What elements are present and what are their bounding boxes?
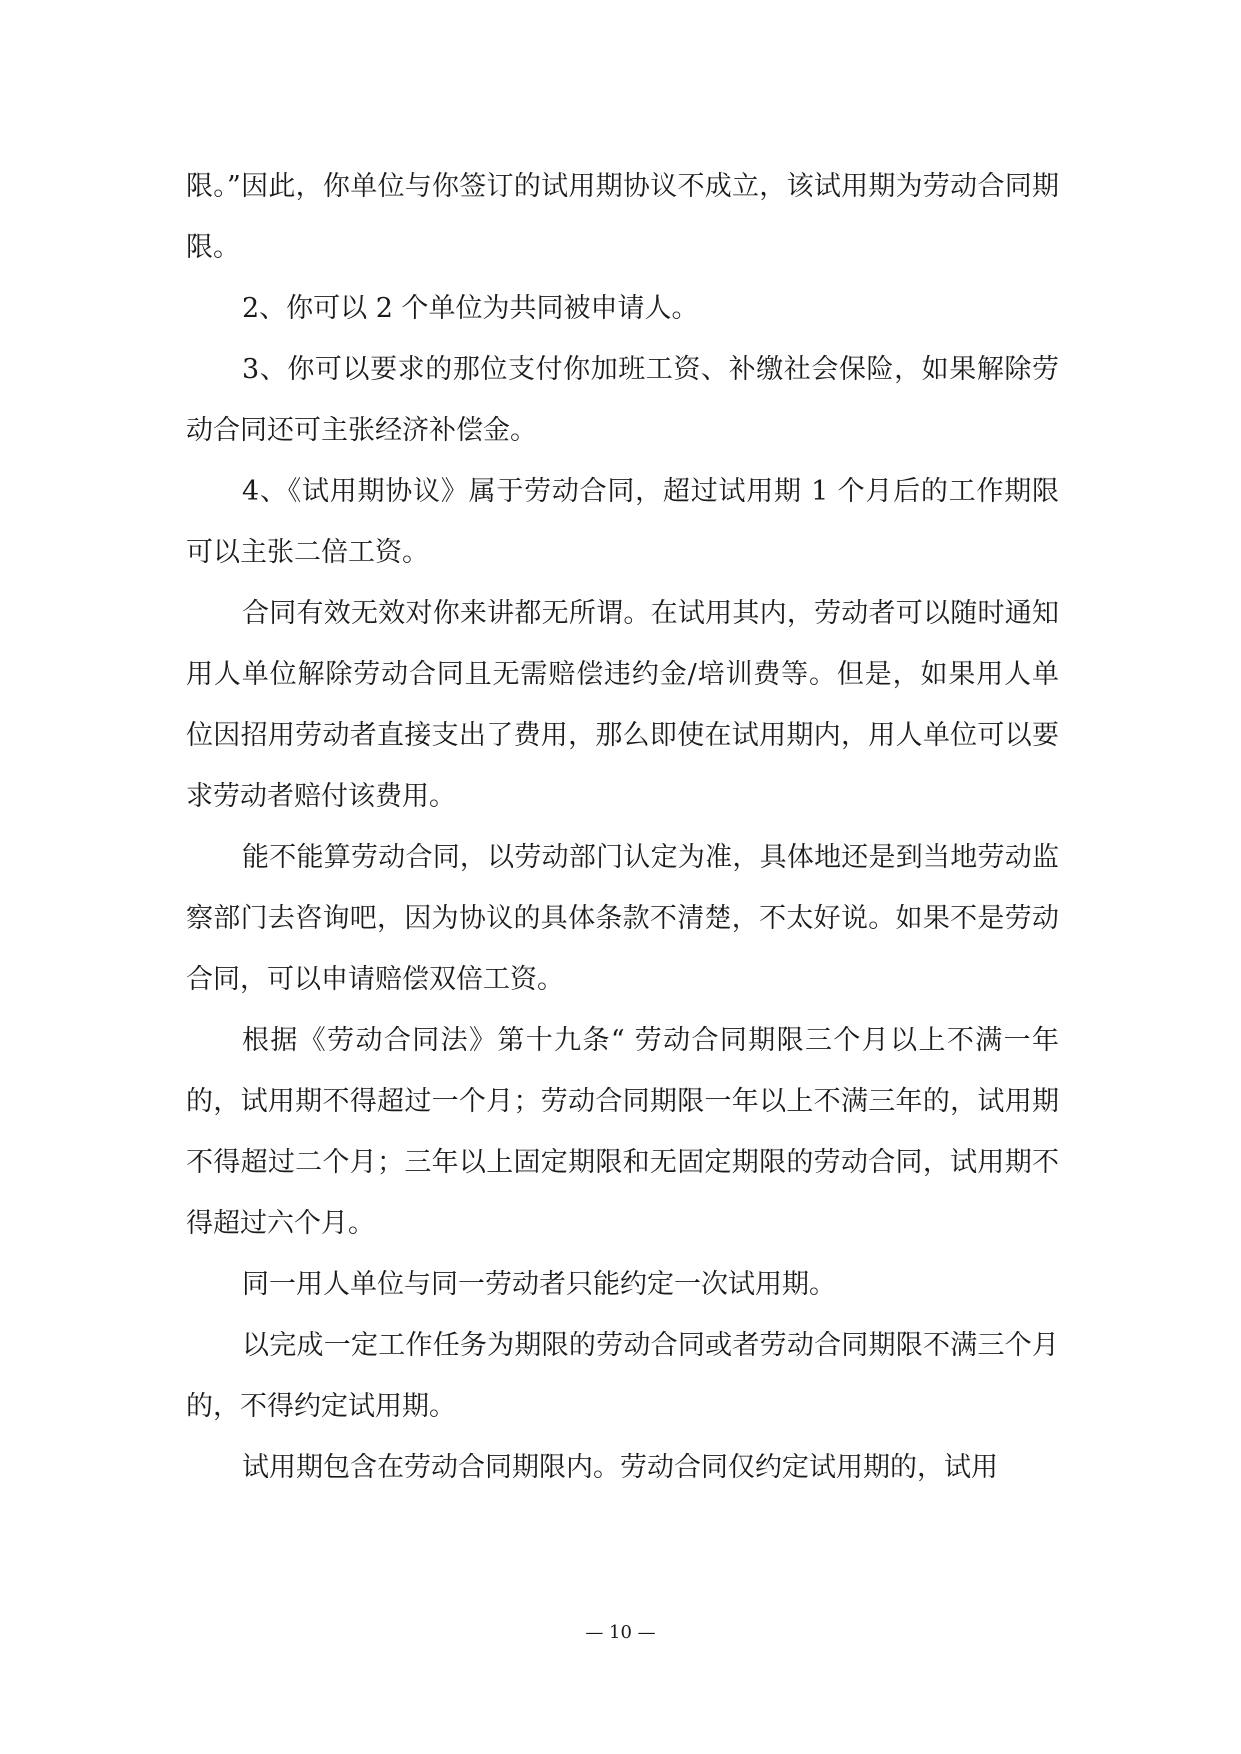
paragraph-2: 2、你可以 2 个单位为共同被申请人。: [242, 293, 699, 324]
paragraph-10: 试用期包含在劳动合同期限内。劳动合同仅约定试用期的，试用: [242, 1452, 998, 1483]
paragraph-3: 3、你可以要求的那位支付你加班工资、补缴社会保险，如果解除劳动合同还可主张经济补偿金。: [186, 354, 1059, 446]
paragraph-4: 4、《试用期协议》属于劳动合同，超过试用期 1 个月后的工作期限可以主张二倍工资。: [186, 476, 1059, 568]
paragraph-1: 限。”因此，你单位与你签订的试用期协议不成立，该试用期为劳动合同期限。: [186, 171, 1059, 263]
paragraph-6: 能不能算劳动合同，以劳动部门认定为准，具体地还是到当地劳动监察部门去咨询吧，因为协议的具体条款不清楚，不太好说。如果不是劳动合同，可以申请赔偿双倍工资。: [186, 842, 1059, 995]
document-body: [186, 156, 1059, 1498]
paragraph-5: 合同有效无效对你来讲都无所谓。在试用其内，劳动者可以随时通知用人单位解除劳动合同且无需赔偿违约金/培训费等。但是，如果用人单位因招用劳动者直接支出了费用，那么即使在试用期内，用人单位可以要求劳动者赔付该费用。: [186, 598, 1059, 812]
page-number: — 10 —: [585, 1622, 656, 1643]
paragraph-8: 同一用人单位与同一劳动者只能约定一次试用期。: [242, 1269, 836, 1300]
paragraph-7: 根据《劳动合同法》第十九条“ 劳动合同期限三个月以上不满一年的，试用期不得超过一个月；劳动合同期限一年以上不满三年的，试用期不得超过二个月；三年以上固定期限和无固定期限的劳动合同，试用期不得超过六个月。: [186, 1025, 1059, 1239]
paragraph-9: 以完成一定工作任务为期限的劳动合同或者劳动合同期限不满三个月的，不得约定试用期。: [186, 1330, 1059, 1422]
